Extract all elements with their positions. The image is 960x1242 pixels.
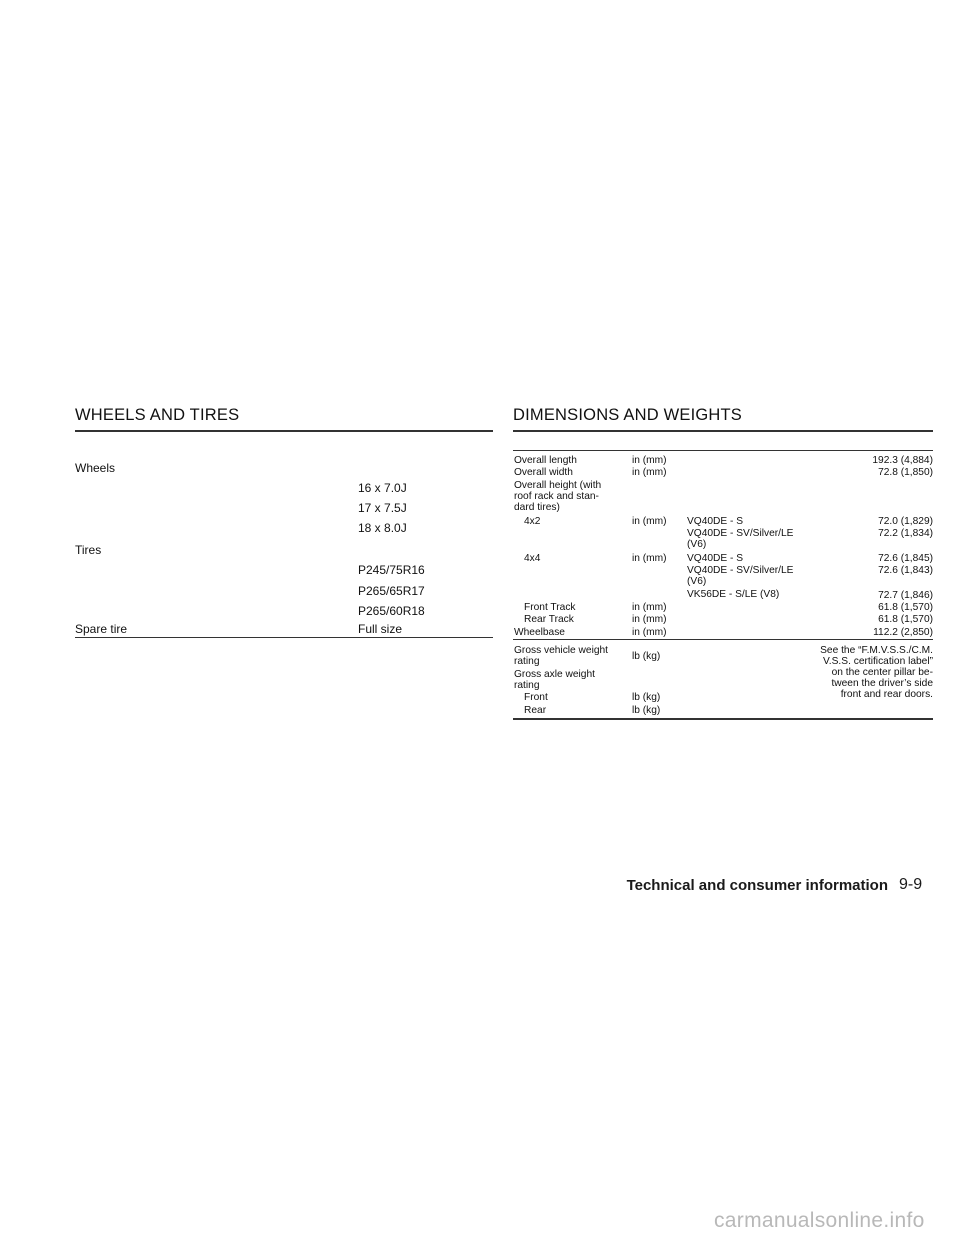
overall-length-value: 192.3 (4,884) — [872, 455, 933, 466]
front-axle-unit: lb (kg) — [632, 692, 661, 703]
height-value: 72.2 (1,834) — [878, 528, 933, 539]
wheel-size: 17 x 7.5J — [358, 501, 407, 515]
overall-height-label: Overall height (with — [514, 480, 602, 491]
height-value: 72.7 (1,846) — [878, 590, 933, 601]
engine-variant: VQ40DE - SV/Silver/LE — [687, 565, 794, 576]
certification-note: V.S.S. certification label” — [822, 656, 933, 667]
rear-track-label: Rear Track — [524, 614, 574, 625]
height-value: 72.6 (1,845) — [878, 553, 933, 564]
engine-variant-suffix: (V6) — [687, 539, 707, 550]
gvwr-label: rating — [514, 656, 540, 667]
front-track-label: Front Track — [524, 602, 576, 613]
wheelbase-label: Wheelbase — [514, 627, 565, 638]
front-track-value: 61.8 (1,570) — [878, 602, 933, 613]
tires-label: Tires — [75, 543, 102, 557]
rear-track-unit: in (mm) — [632, 614, 667, 625]
engine-variant: VQ40DE - SV/Silver/LE — [687, 528, 794, 539]
footer-section-title: Technical and consumer information — [626, 877, 888, 894]
dimensions-top-rule — [513, 430, 933, 432]
overall-length-unit: in (mm) — [632, 455, 667, 466]
wheel-size: 18 x 8.0J — [358, 521, 407, 535]
certification-note: tween the driver’s side — [831, 678, 933, 689]
wheels-tires-bottom-rule — [75, 637, 493, 638]
tire-size: P265/65R17 — [358, 584, 425, 598]
gvwr-label: Gross vehicle weight — [514, 645, 608, 656]
engine-variant: VQ40DE - S — [687, 553, 744, 564]
wheelbase-unit: in (mm) — [632, 627, 667, 638]
overall-height-label: roof rack and stan- — [514, 491, 599, 502]
overall-length-label: Overall length — [514, 455, 577, 466]
tire-size: P245/75R16 — [358, 563, 425, 577]
page-number: 9-9 — [899, 876, 923, 893]
dimensions-bottom-rule — [513, 718, 933, 720]
certification-note: on the center pillar be- — [831, 667, 933, 678]
rear-axle-unit: lb (kg) — [632, 705, 661, 716]
overall-height-label: dard tires) — [514, 502, 560, 513]
height-value: 72.0 (1,829) — [878, 516, 933, 527]
spare-tire-value: Full size — [358, 622, 403, 636]
gvwr-unit: lb (kg) — [632, 651, 661, 662]
wheels-label: Wheels — [75, 461, 116, 475]
overall-width-unit: in (mm) — [632, 467, 667, 478]
dimensions-header-rule — [513, 450, 933, 451]
wheel-size: 16 x 7.0J — [358, 481, 407, 495]
engine-variant: VQ40DE - S — [687, 516, 744, 527]
height-4x4-label: 4x4 — [524, 553, 541, 564]
wheels-tires-top-rule — [75, 430, 493, 432]
watermark: carmanualsonline.info — [714, 1209, 925, 1232]
wheelbase-value: 112.2 (2,850) — [873, 627, 933, 638]
engine-variant-suffix: (V6) — [687, 576, 707, 587]
dimensions-title: DIMENSIONS AND WEIGHTS — [513, 406, 743, 424]
gawr-label: rating — [514, 680, 540, 691]
overall-width-value: 72.8 (1,850) — [878, 467, 933, 478]
gawr-label: Gross axle weight — [514, 669, 595, 680]
wheels-tires-title: WHEELS AND TIRES — [75, 406, 240, 424]
tire-size: P265/60R18 — [358, 604, 425, 618]
front-track-unit: in (mm) — [632, 602, 667, 613]
height-4x4-unit: in (mm) — [632, 553, 667, 564]
height-4x2-unit: in (mm) — [632, 516, 667, 527]
height-4x2-label: 4x2 — [524, 516, 541, 527]
dimensions-mid-rule — [513, 639, 933, 640]
rear-axle-label: Rear — [524, 705, 547, 716]
spare-tire-label: Spare tire — [75, 622, 128, 636]
front-axle-label: Front — [524, 692, 548, 703]
certification-note: See the “F.M.V.S.S./C.M. — [820, 645, 933, 656]
certification-note: front and rear doors. — [840, 689, 933, 700]
overall-width-label: Overall width — [514, 467, 573, 478]
engine-variant: VK56DE - S/LE (V8) — [687, 589, 780, 600]
rear-track-value: 61.8 (1,570) — [878, 614, 933, 625]
height-value: 72.6 (1,843) — [878, 565, 933, 576]
